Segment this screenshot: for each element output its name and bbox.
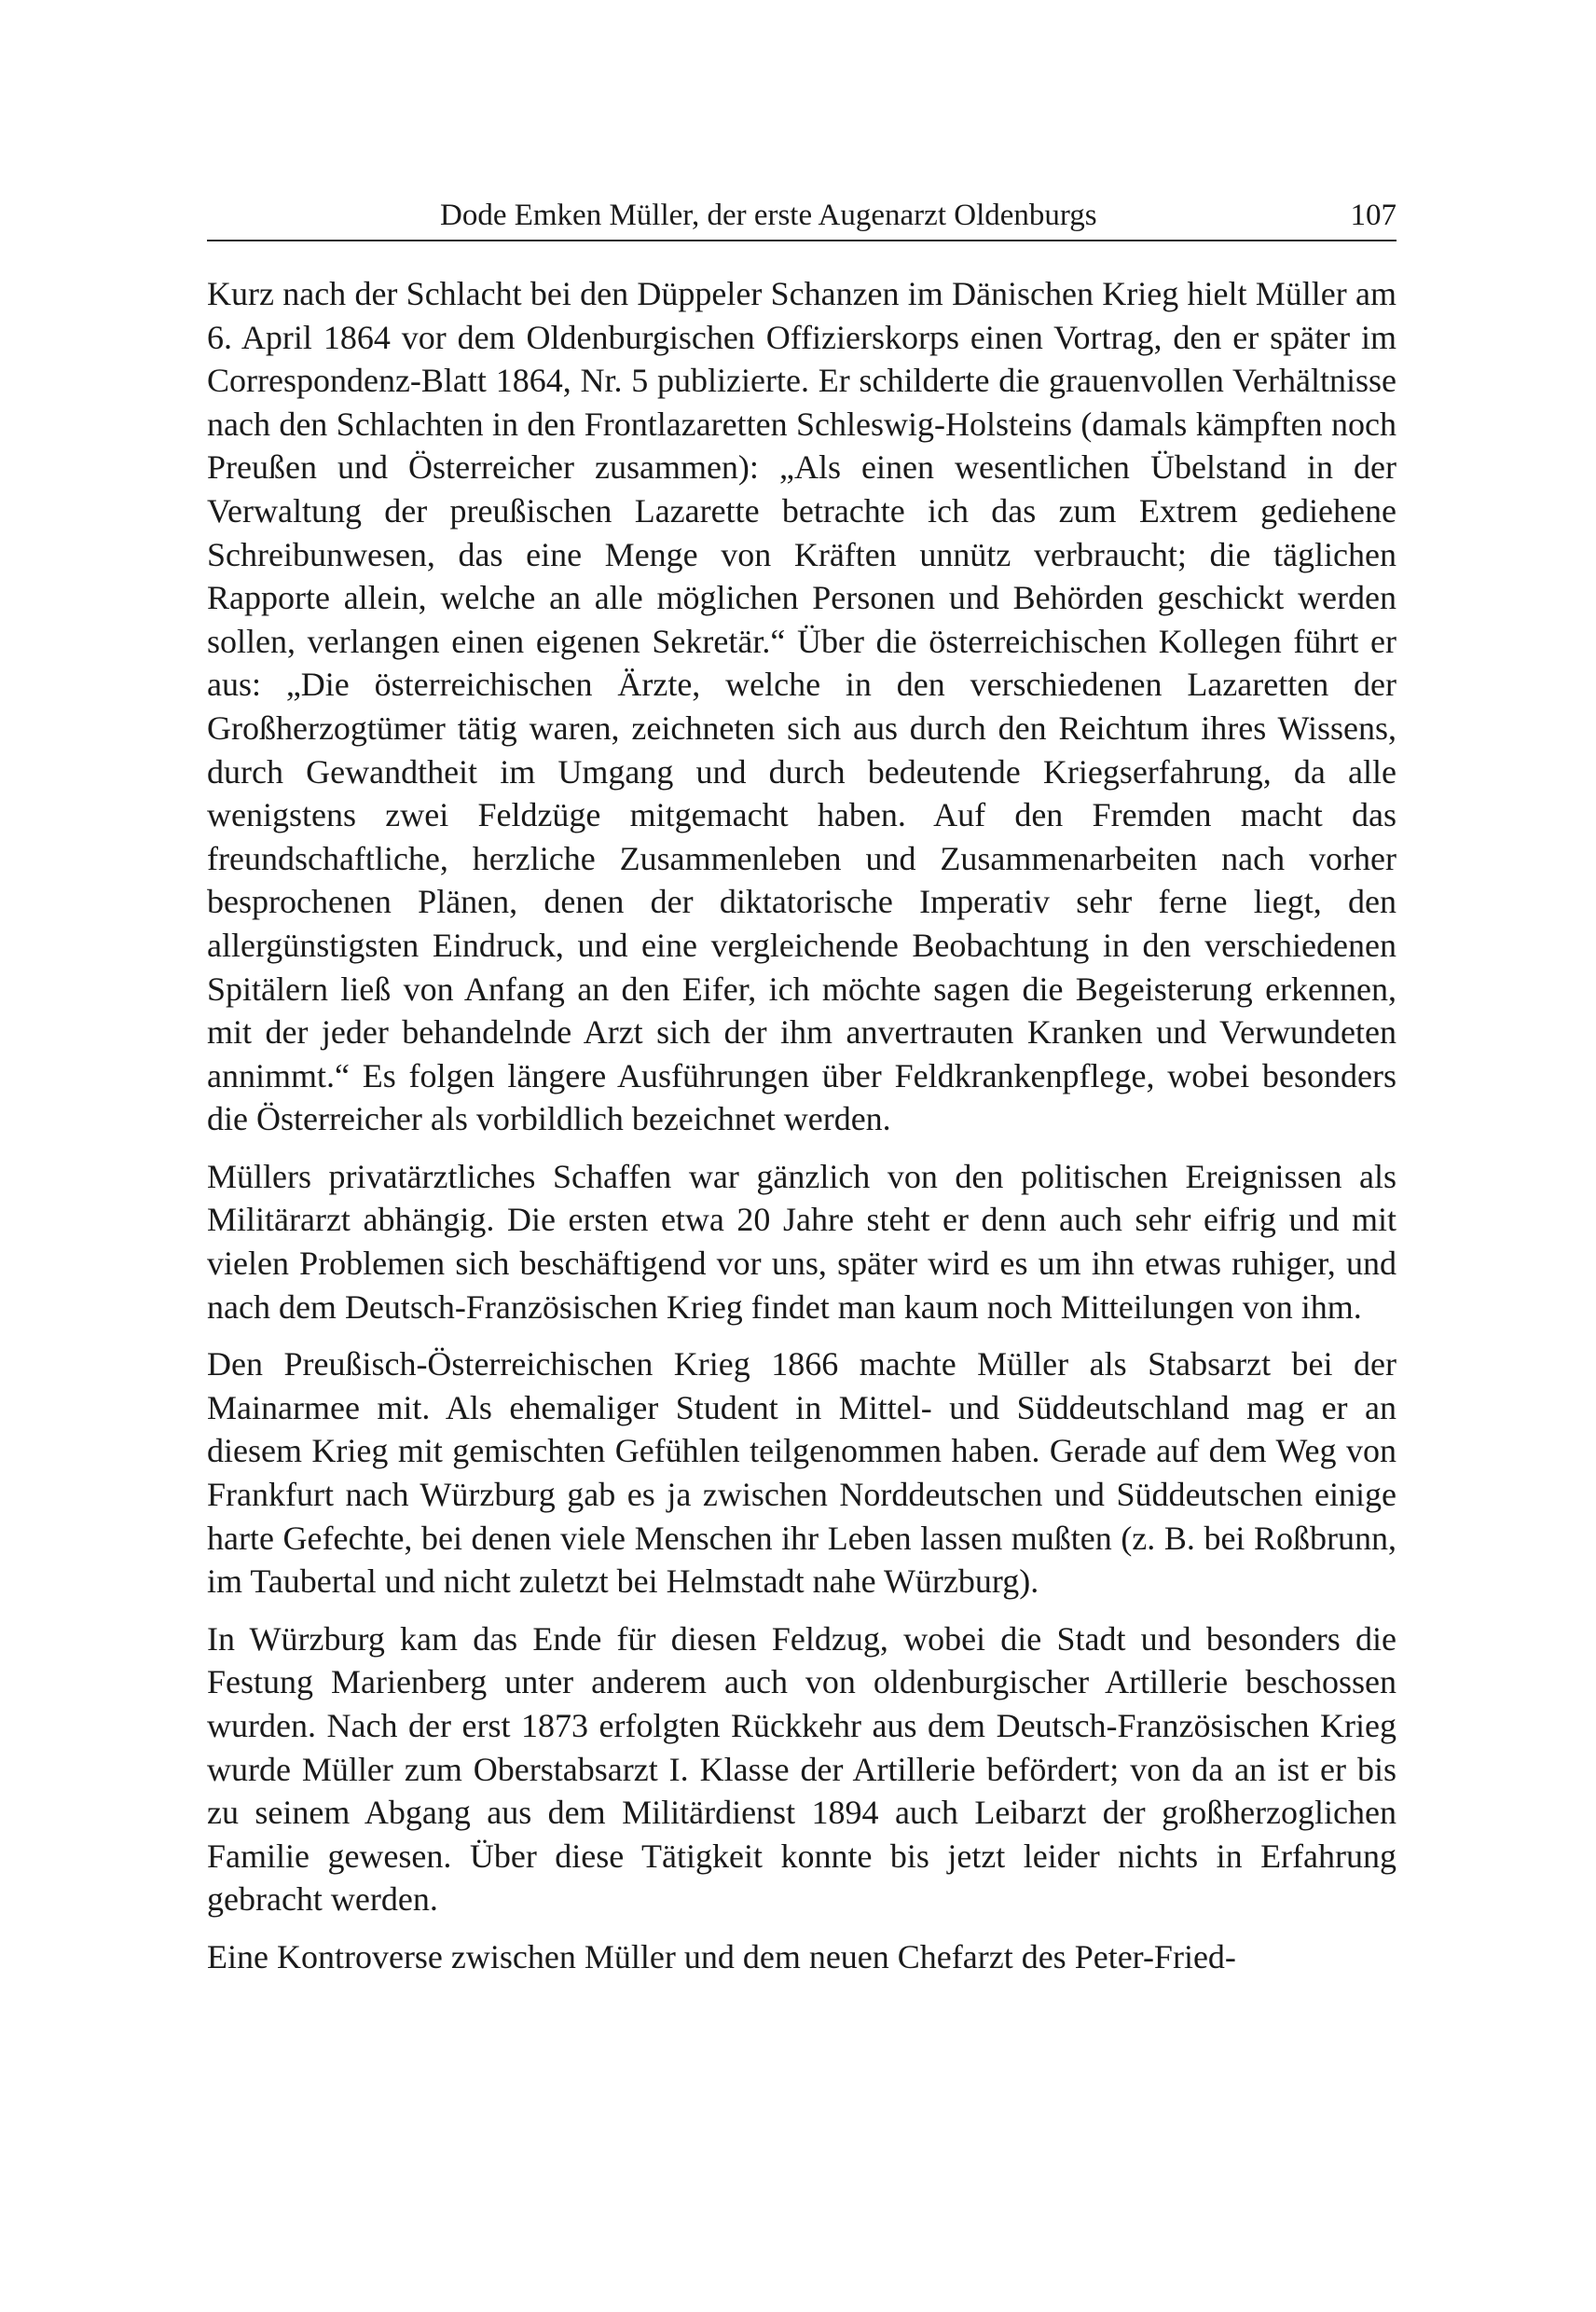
running-head (207, 191, 1396, 241)
paragraph-5: Eine Kontroverse zwischen Müller und dem neuen Chefarzt des Peter-Fried- (207, 1937, 1236, 1975)
book-page (207, 0, 1396, 2312)
page-number: 107 (1350, 199, 1396, 232)
paragraph-1: Kurz nach der Schlacht bei den Düppeler Schanzen im Dänischen Krieg hielt Müller am 6. April 1864 vor dem Oldenburgischen Offizierskorps einen Vortrag, den er später im Correspondenz-Blatt 1864, Nr. 5 publizierte. Er schilderte die grauenvollen Verhältnisse nach den Schlachten in den Frontlazaretten Schleswig-Holsteins (damals kämpften noch Preußen und Österreicher zusammen): „Als einen wesentlichen Übelstand in der Verwaltung der preußischen Lazarette betrachte ich das zum Extrem gediehene Schreibunwesen, das eine Menge von Kräften unnütz verbraucht; die täglichen Rapporte allein, welche an alle möglichen Personen und Behörden geschickt werden sollen, verlangen einen eigenen Sekretär.“ Über die österreichischen Kollegen führt er aus: „Die österreichischen Ärzte, welche in den verschiedenen Lazaretten der Großherzogtümer tätig waren, zeichneten sich aus durch den Reichtum ihres Wissens, durch Gewandtheit im Umgang und durch bedeutende Kriegserfahrung, da alle wenigstens zwei Feldzüge mitgemacht haben. Auf den Fremden macht das freundschaftliche, herzliche Zusammenleben und Zusammenarbeiten nach vorher besprochenen Plänen, denen der diktatorische Imperativ sehr ferne liegt, den allergünstigsten Eindruck, und eine vergleichende Beobachtung in den verschiedenen Spitälern ließ von Anfang an den Eifer, ich möchte sagen die Begeisterung erkennen, mit der jeder behandelnde Arzt sich der ihm anvertrauten Kranken und Verwundeten annimmt.“ Es folgen längere Ausführungen über Feldkrankenpflege, wobei besonders die Österreicher als vorbildlich bezeichnet werden. (207, 275, 1396, 1138)
running-title: Dode Emken Müller, der erste Augenarzt Oldenburgs (440, 199, 1097, 232)
paragraph-3: Den Preußisch-Österreichischen Krieg 1866 machte Müller als Stabsarzt bei der Mainarmee mit. Als ehemaliger Student in Mittel- und Süddeutschland mag er an diesem Krieg mit gemischten Gefühlen teilgenommen haben. Gerade auf dem Weg von Frankfurt nach Würzburg gab es ja zwischen Norddeutschen und Süddeutschen einige harte Gefechte, bei denen viele Menschen ihr Leben lassen mußten (z. B. bei Roßbrunn, im Taubertal und nicht zuletzt bei Helmstadt nahe Würzburg). (207, 1345, 1396, 1601)
paragraph-4: In Würzburg kam das Ende für diesen Feldzug, wobei die Stadt und besonders die Festung Marienberg unter anderem auch von oldenburgischer Artillerie beschossen wurden. Nach der erst 1873 erfolgten Rückkehr aus dem Deutsch-Französischen Krieg wurde Müller zum Oberstabsarzt I. Klasse der Artillerie befördert; von da an ist er bis zu seinem Abgang aus dem Militärdienst 1894 auch Leibarzt der großherzoglichen Familie gewesen. Über diese Tätigkeit konnte bis jetzt leider nichts in Erfahrung gebracht werden. (207, 1619, 1396, 1919)
body-text (207, 272, 1396, 1979)
paragraph-2: Müllers privatärztliches Schaffen war gänzlich von den politischen Ereignissen als Militärarzt abhängig. Die ersten etwa 20 Jahre steht er denn auch sehr eifrig und mit vielen Problemen sich beschäftigend vor uns, später wird es um ihn etwas ruhiger, und nach dem Deutsch-Französischen Krieg findet man kaum noch Mitteilungen von ihm. (207, 1157, 1396, 1326)
